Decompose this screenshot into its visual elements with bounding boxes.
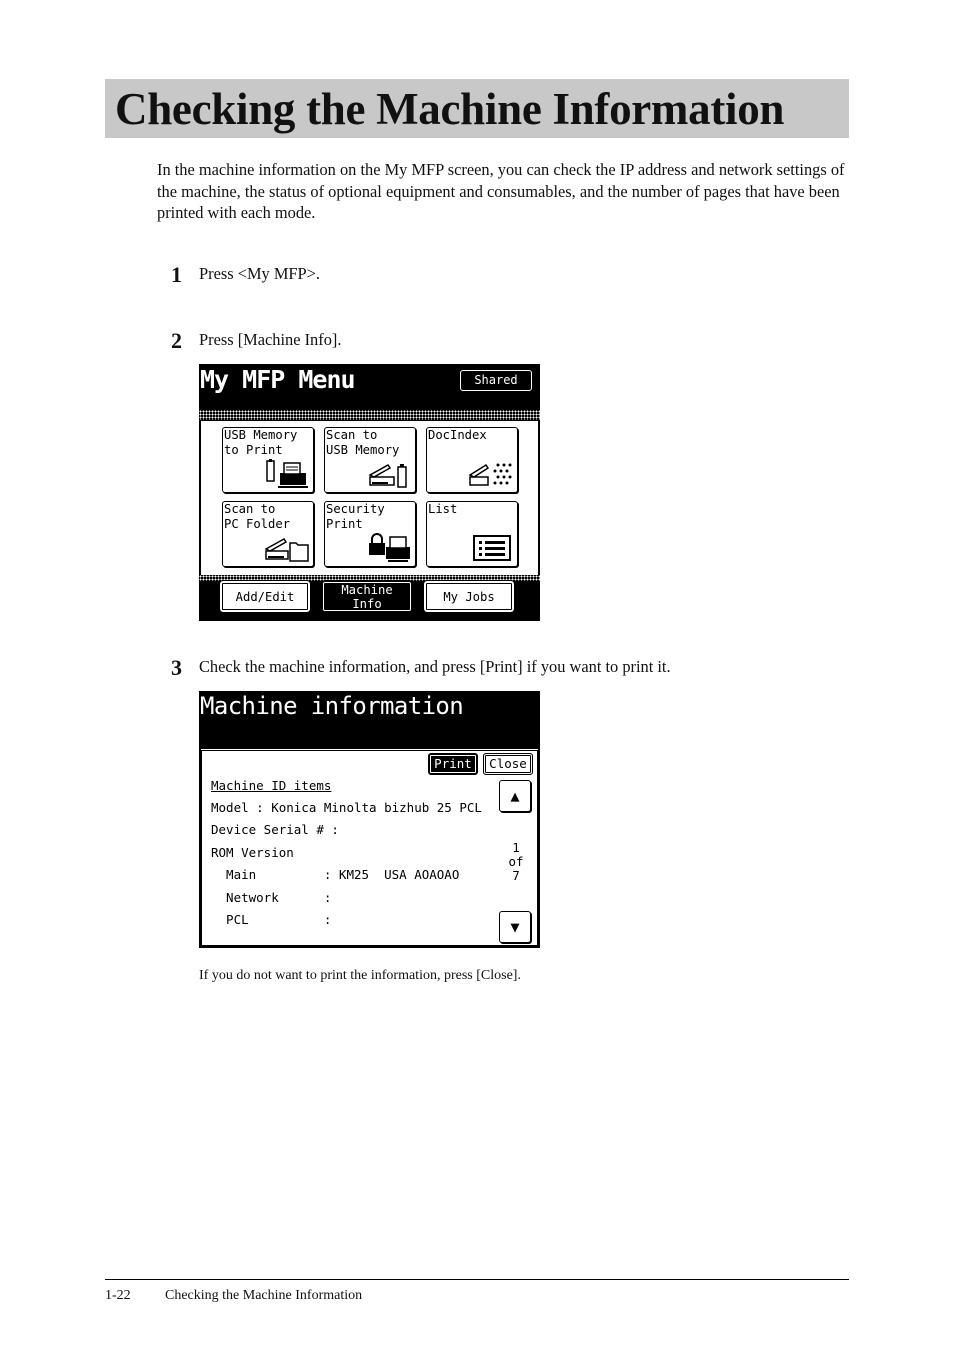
info-panel xyxy=(201,749,538,946)
title-bar xyxy=(105,79,849,138)
page-indicator: 1 of 7 xyxy=(508,840,524,883)
scroll-up-button[interactable] xyxy=(499,780,531,812)
screen-title: Machine information xyxy=(200,692,464,720)
step-2-text: Press [Machine Info]. xyxy=(199,330,342,349)
print-button[interactable]: Print xyxy=(428,753,478,775)
my-jobs-button[interactable]: My Jobs xyxy=(423,580,515,613)
scan-to-pc-folder-button[interactable] xyxy=(222,501,314,567)
step-1-number: 1 xyxy=(171,262,182,287)
my-mfp-menu-screen xyxy=(199,364,540,621)
close-button[interactable]: Close xyxy=(483,753,533,775)
tile-panel xyxy=(201,421,538,576)
tile-label: USB Memory to Print xyxy=(224,428,298,457)
scan-usb-icon xyxy=(366,459,412,489)
up-arrow-icon: ▲ xyxy=(510,787,520,805)
list-button[interactable] xyxy=(426,501,518,567)
step-3-number: 3 xyxy=(171,655,182,680)
footer-rule xyxy=(105,1279,849,1280)
shared-button[interactable]: Shared xyxy=(460,370,532,391)
scan-pc-icon xyxy=(264,533,310,563)
add-edit-button[interactable]: Add/Edit xyxy=(219,580,311,613)
page-title: Checking the Machine Information xyxy=(115,84,785,134)
machine-info-button[interactable] xyxy=(321,580,413,613)
usb-memory-to-print-button[interactable] xyxy=(222,427,314,493)
footer-title: Checking the Machine Information xyxy=(165,1288,363,1303)
tile-label: Scan to PC Folder xyxy=(224,502,291,531)
down-arrow-icon: ▼ xyxy=(510,918,520,936)
docindex-icon xyxy=(468,459,514,489)
machine-info-label: Machine Info xyxy=(341,582,393,611)
tile-label: Security Print xyxy=(326,502,385,531)
info-line: Network : xyxy=(211,890,332,905)
screen-title: My MFP Menu xyxy=(200,365,355,394)
tile-label: List xyxy=(428,502,458,516)
dither-strip-top xyxy=(199,410,540,420)
step-3-text: Check the machine information, and press [Print] if you want to print it. xyxy=(199,657,671,676)
step-1-text: Press <My MFP>. xyxy=(199,264,320,283)
tile-label: DocIndex xyxy=(428,428,487,442)
info-line: Machine ID items xyxy=(211,778,332,793)
machine-information-screen xyxy=(199,691,540,948)
usb-print-icon xyxy=(264,459,310,489)
intro-paragraph: In the machine information on the My MFP screen, you can check the IP address and network settings of the machine, the status of optional equipment and consumables, and the number of pages that have been printed with each mode. xyxy=(157,160,845,222)
step-2-number: 2 xyxy=(171,328,182,353)
lock-printer-icon xyxy=(366,533,412,563)
tile-label: Scan to USB Memory xyxy=(326,428,400,457)
docindex-button[interactable] xyxy=(426,427,518,493)
security-print-button[interactable] xyxy=(324,501,416,567)
close-note: If you do not want to print the information, press [Close]. xyxy=(199,968,521,983)
info-line: Model : Konica Minolta bizhub 25 PCL xyxy=(211,800,482,815)
info-line: Main : KM25 USA AOAOAO xyxy=(211,867,460,882)
info-line: Device Serial # : xyxy=(211,822,339,837)
info-line: ROM Version xyxy=(211,845,294,860)
footer-page-number: 1-22 xyxy=(105,1288,131,1303)
scroll-down-button[interactable] xyxy=(499,911,531,943)
list-icon xyxy=(468,533,514,563)
info-line: PCL : xyxy=(211,912,332,927)
scan-to-usb-memory-button[interactable] xyxy=(324,427,416,493)
